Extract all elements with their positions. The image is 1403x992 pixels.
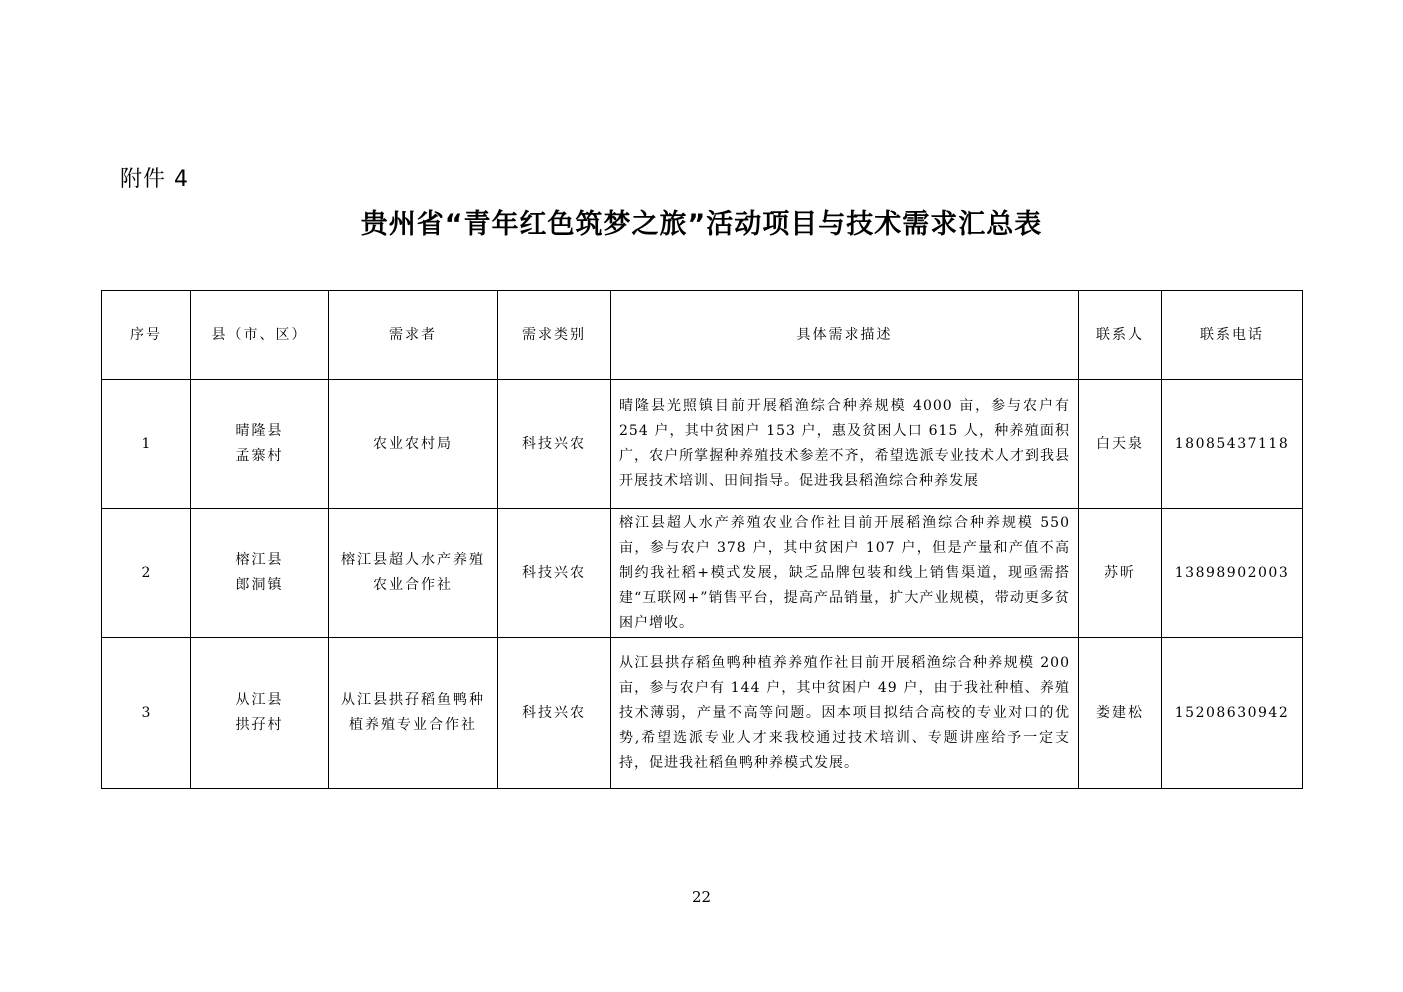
row-description: 晴隆县光照镇目前开展稻渔综合种养规模 4000 亩，参与农户有 254 户，其中贫困户 153 户，惠及贫困人口 615 人，种养殖面积广，农户所掌握种养殖技术参差不齐，希望选派专业技术人才到我县开展技术培训、田间指导。促进我县稻渔综合种养发展 xyxy=(611,380,1079,509)
village-name: 郎洞镇 xyxy=(235,577,284,593)
row-requester: 从江县拱孖稻鱼鸭种植养殖专业合作社 xyxy=(329,638,498,789)
village-name: 孟寨村 xyxy=(235,448,284,464)
column-header-index: 序号 xyxy=(102,291,191,380)
row-requester: 农业农村局 xyxy=(329,380,498,509)
page-number: 22 xyxy=(691,888,712,906)
table-row xyxy=(102,509,1303,638)
county-name: 从江县 xyxy=(235,692,284,708)
column-header-contact: 联系人 xyxy=(1079,291,1162,380)
row-contact: 苏昕 xyxy=(1079,509,1162,638)
document-title: 贵州省“青年红色筑梦之旅”活动项目与技术需求汇总表 xyxy=(360,209,1043,240)
requirements-table xyxy=(101,290,1303,789)
row-description: 榕江县超人水产养殖农业合作社目前开展稻渔综合种养规模 550 亩，参与农户 378 户，其中贫困户 107 户，但是产量和产值不高制约我社稻+模式发展，缺乏品牌包装和线上销售渠道，现亟需搭建“互联网+”销售平台，提高产品销量，扩大产业规模，带动更多贫困户增收。 xyxy=(611,509,1079,638)
row-contact: 白天泉 xyxy=(1079,380,1162,509)
row-index: 3 xyxy=(102,638,191,789)
row-category: 科技兴农 xyxy=(498,380,611,509)
row-contact: 娄建松 xyxy=(1079,638,1162,789)
column-header-description: 具体需求描述 xyxy=(611,291,1079,380)
row-phone: 13898902003 xyxy=(1162,509,1303,638)
column-header-requester: 需求者 xyxy=(329,291,498,380)
table-header-row xyxy=(102,291,1303,380)
row-phone: 18085437118 xyxy=(1162,380,1303,509)
row-county xyxy=(191,509,329,638)
row-description: 从江县拱存稻鱼鸭种植养养殖作社目前开展稻渔综合种养规模 200 亩，参与农户有 144 户，其中贫困户 49 户，由于我社种植、养殖技术薄弱，产量不高等问题。因本项目拟结合高校的专业对口的优势,希望选派专业人才来我校通过技术培训、专题讲座给予一定支持，促进我社稻鱼鸭种养模式发展。 xyxy=(611,638,1079,789)
row-county xyxy=(191,380,329,509)
row-requester: 榕江县超人水产养殖农业合作社 xyxy=(329,509,498,638)
village-name: 拱孖村 xyxy=(235,717,284,733)
table-row xyxy=(102,638,1303,789)
county-name: 晴隆县 xyxy=(235,423,284,439)
row-index: 2 xyxy=(102,509,191,638)
county-name: 榕江县 xyxy=(235,552,284,568)
attachment-label: 附件 4 xyxy=(120,167,189,192)
row-index: 1 xyxy=(102,380,191,509)
table-row xyxy=(102,380,1303,509)
row-county xyxy=(191,638,329,789)
row-phone: 15208630942 xyxy=(1162,638,1303,789)
column-header-category: 需求类别 xyxy=(498,291,611,380)
row-category: 科技兴农 xyxy=(498,509,611,638)
column-header-county: 县（市、区） xyxy=(191,291,329,380)
row-category: 科技兴农 xyxy=(498,638,611,789)
column-header-phone: 联系电话 xyxy=(1162,291,1303,380)
